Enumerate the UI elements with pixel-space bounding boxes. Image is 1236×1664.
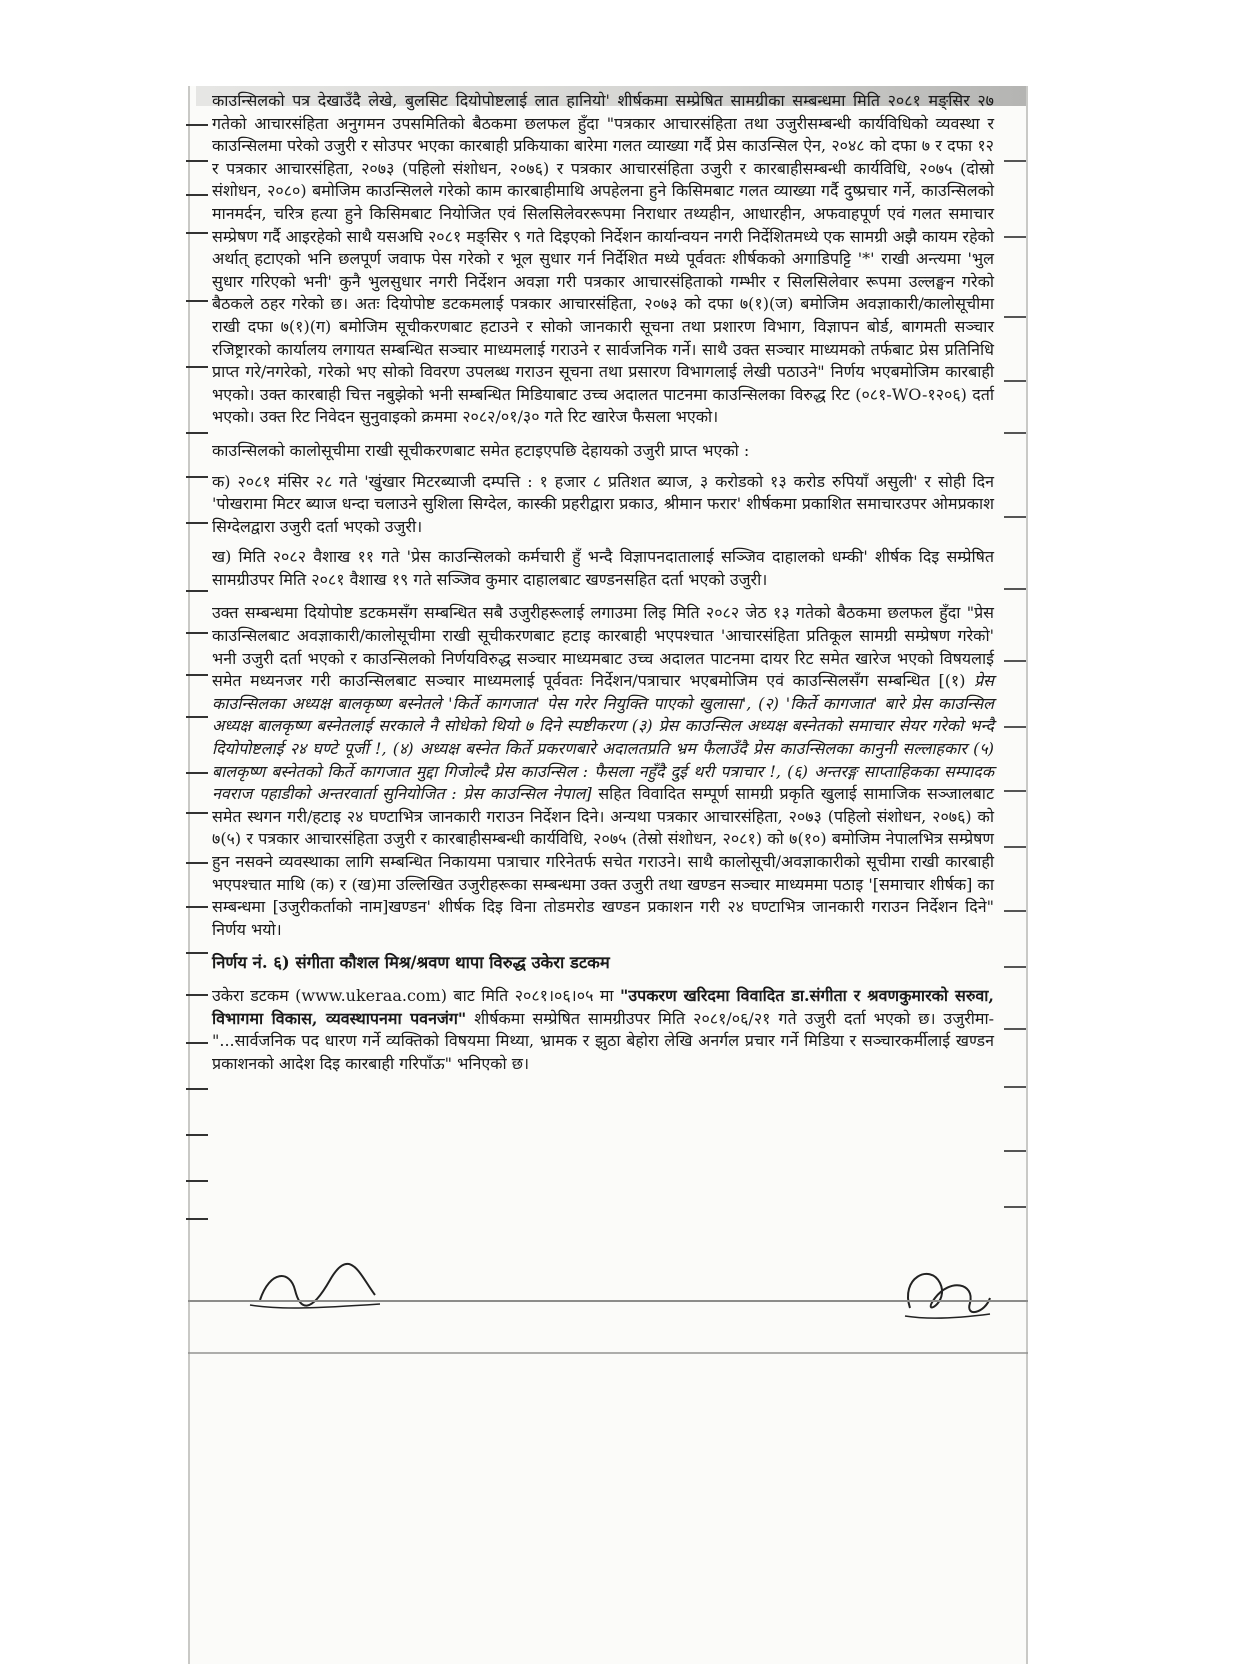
- decision-6-heading: निर्णय नं. ६) संगीता कौशल मिश्र/श्रवण थापा विरुद्ध उकेरा डटकम: [212, 953, 610, 973]
- paragraph-complaint-kha: ख) मिति २०८२ वैशाख ११ गते 'प्रेस काउन्सिलको कर्मचारी हुँ भन्दै विज्ञापनदातालाई सञ्जिव दाहालको धम्की' शीर्षक दिइ सम्प्रेषित सामग्रीउपर मिति २०८१ वैशाख १९ गते सञ्जिव कुमार दाहालबाट खण्डनसहित दर्ता भएको उजुरी।: [212, 547, 994, 589]
- right-margin-marks: [1004, 140, 1028, 1230]
- document-body: [212, 90, 994, 1086]
- signature-right: [890, 1258, 1000, 1328]
- scan-line-bottom-2: [188, 1352, 1028, 1354]
- paragraph-council-letter: काउन्सिलको पत्र देखाउँदै लेखे, बुलसिट दियोपोष्टलाई लात हानियो' शीर्षकमा सम्प्रेषित सामग्रीका सम्बन्धमा मिति २०८१ मङ्सिर २७ गतेको आचारसंहिता अनुगमन उपसमितिको बैठकमा छलफल हुँदा "पत्रकार आचारसंहिता तथा उजुरीसम्बन्धी कार्यविधिको व्यवस्था र काउन्सिलमा परेको उजुरी र सोउपर भएका कारबाही प्रकियाका बारेमा गलत व्याख्या गर्दै प्रेस काउन्सिल ऐन, २०४८ को दफा ७ र दफा १२ र पत्रकार आचारसंहिता, २०७३ (पहिलो संशोधन, २०७६) र पत्रकार आचारसंहिता उजुरी र कारबाहीसम्बन्धी कार्यविधि, २०७५ (दोस्रो संशोधन, २०८०) बमोजिम काउन्सिलले गरेको काम कारबाहीमाथि अपहेलना हुने किसिमबाट गलत व्याख्या गर्दै दुष्प्रचार गर्ने, काउन्सिलको मानमर्दन, चरित्र हत्या हुने किसिमबाट नियोजित एवं सिलसिलेवररूपमा निराधार तथ्यहीन, आधारहीन, अफवाहपूर्ण एवं गलत समाचार सम्प्रेषण गर्दै आइरहेको साथै यसअघि २०८१ मङ्सिर ९ गते दिइएको निर्देशन कार्यान्वयन नगरी निर्देशितमध्ये एक सामग्री अझै कायम रहेको अर्थात् हटाएको भनि छलपूर्ण जवाफ पेस गरेको र भूल सुधार गर्न निर्देशित मध्ये पूर्ववतः शीर्षकको अगाडिपट्टि '*' राखी अन्त्यमा 'भुल सुधार गरिएको भनी' कुनै भुलसुधार नगरी निर्देशन अवज्ञा गरी पत्रकार आचारसंहिताको गम्भीर र सिलसिलेवार रूपमा उल्लङ्घन गरेको बैठकले ठहर गरेको छ। अतः दियोपोष्ट डटकमलाई पत्रकार आचारसंहिता, २०७३ को दफा ७(१)(ज) बमोजिम अवज्ञाकारी/कालोसूचीमा राखी दफा ७(१)(ग) बमोजिम सूचीकरणबाट हटाउने र सोको जानकारी सूचना तथा प्रशारण विभाग, विज्ञापन बोर्ड, बागमती सञ्चार रजिष्ट्रारको कार्यालय लगायत सम्बन्धित सञ्चार माध्यमलाई गराउने र सार्वजनिक गर्ने। साथै उक्त सञ्चार माध्यमको तर्फबाट प्रेस प्रतिनिधि प्राप्त गरे/नगरेको, गरेको भए सोको विवरण उपलब्ध गराउन सूचना तथा प्रसारण विभागलाई लेखी पठाउने" निर्णय भएबमोजिम कारबाही भएको। उक्त कारबाही चित्त नबुझेको भनी सम्बन्धित मिडियाबाट उच्च अदालत पाटनमा काउन्सिलका विरुद्ध रिट (०८१-WO-१२०६) दर्ता भएको। उक्त रिट निवेदन सुनुवाइको क्रममा २०८२/०१/३० गते रिट खारेज फैसला भएको।: [212, 91, 994, 427]
- scan-line-bottom-1: [188, 1300, 1028, 1302]
- paragraph-complaints-intro: काउन्सिलको कालोसूचीमा राखी सूचीकरणबाट समेत हटाइएपछि देहायको उजुरी प्राप्त भएको :: [212, 440, 750, 460]
- ukeraa-article-title: "उपकरण खरिदमा विवादित डा.संगीता र श्रवणकुमारको सरुवा, विभागमा विकास, व्यवस्थापनमा पवनजंग": [212, 985, 994, 1028]
- decision-text-start: उक्त सम्बन्धमा दियोपोष्ट डटकमसँग सम्बन्धित सबै उजुरीहरूलाई लगाउमा लिइ मिति २०८२ जेठ १३ गतेको बैठकमा छलफल हुँदा "प्रेस काउन्सिलबाट अवज्ञाकारी/कालोसूचीमा राखी सूचीकरणबाट हटाइ कारबाही भएपश्चात 'आचारसंहिता प्रतिकूल सामग्री सम्प्रेषण गरेको' भनी उजुरी दर्ता भएको र काउन्सिलको निर्णयविरुद्ध सञ्चार माध्यमबाट उच्च अदालत पाटनमा दायर रिट समेत खारेज भएको विषयलाई समेत मध्यनजर गरी काउन्सिलबाट सञ्चार माध्यमलाई पूर्ववतः निर्देशन/पत्राचार भएबमोजिम एवं काउन्सिलसँग सम्बन्धित [(१): [212, 603, 994, 691]
- paragraph-complaint-ka: क) २०८१ मंसिर २८ गते 'खुंखार मिटरब्याजी दम्पत्ति : १ हजार ८ प्रतिशत ब्याज, ३ करोडको १३ करोड रुपियाँ असुली' र सोही दिन 'पोखरामा मिटर ब्याज धन्दा चलाउने सुशिला सिग्देल, कास्की प्रहरीद्वारा प्रकाउ, श्रीमान फरार' शीर्षकमा प्रकाशित समाचारउपर ओमप्रकाश सिग्देलद्वारा उजुरी दर्ता भएको उजुरी।: [212, 471, 994, 536]
- left-margin-marks: [186, 110, 212, 1230]
- ukeraa-text-end: शीर्षकमा सम्प्रेषित सामग्रीउपर मिति २०८१/०६/२१ गते उजुरी दर्ता भएको छ। उजुरीमा-"...सार्वजनिक पद धारण गर्ने व्यक्तिको विषयमा मिथ्या, भ्रामक र झुठा बेहोरा लेखि अनर्गल प्रचार गर्ने मिडिया र सञ्चारकर्मीलाई खण्डन प्रकाशनको आदेश दिइ कारबाही गरिपाँऊ" भनिएको छ।: [212, 1008, 995, 1073]
- ukeraa-text-start: उकेरा डटकम (www.ukeraa.com) बाट मिति २०८१।०६।०५ मा: [212, 985, 621, 1005]
- disputed-titles-list: प्रेस काउन्सिलका अध्यक्ष बालकृष्ण बस्नेतले 'किर्ते कागजात' पेस गरेर नियुक्ति पाएको खुलासा', (२) 'किर्ते कागजात' बारे प्रेस काउन्सिल अध्यक्ष बालकृष्ण बस्नेतलाई सरकाले नै सोधेको थियो ७ दिने स्पष्टीकरण (३) प्रेस काउन्सिल अध्यक्ष बस्नेतको समाचार सेयर गरेको भन्दै दियोपोष्टलाई २४ घण्टे पूर्जी !, (४) अध्यक्ष बस्नेत किर्ते प्रकरणबारे अदालतप्रति भ्रम फैलाउँदै प्रेस काउन्सिलका कानुनी सल्लाहकार (५) बालकृष्ण बस्नेतको किर्ते कागजात मुद्दा गिजोल्दै प्रेस काउन्सिल : फैसला नहुँदै दुई थरी पत्राचार !, (६) अन्तरङ्ग साप्ताहिकका सम्पादक नवराज पहाडीको अन्तरवार्ता सुनियोजित : प्रेस काउन्सिल नेपाल]: [212, 671, 994, 804]
- signature-left: [240, 1260, 390, 1320]
- paragraph-meeting-decision: [212, 602, 994, 941]
- paragraph-ukeraa-complaint: [212, 985, 994, 1075]
- decision-text-end: सहित विवादित सम्पूर्ण सामग्री प्रकृति खुलाई सामाजिक सञ्जालबाट समेत स्थगन गरी/हटाइ २४ घण्टाभित्र जानकारी गराउन निर्देशन दिने। अन्यथा पत्रकार आचारसंहिता, २०७३ (पहिलो संशोधन, २०७६) को ७(५) र पत्रकार आचारसंहिता उजुरी र कारबाहीसम्बन्धी कार्यविधि, २०७५ (तेस्रो संशोधन, २०८१) को ७(१०) बमोजिम नेपालभित्र सम्प्रेषण हुन नसक्ने व्यवस्थाका लागि सम्बन्धित निकायमा पत्राचार गरिनेतर्फ सचेत गराउने। साथै कालोसूची/अवज्ञाकारीको सूचीमा राखी कारबाही भएपश्चात माथि (क) र (ख)मा उल्लिखित उजुरीहरूका सम्बन्धमा उक्त उजुरी तथा खण्डन सञ्चार माध्यममा पठाइ '[समाचार शीर्षक] का सम्बन्धमा [उजुरीकर्ताको नाम]खण्डन' शीर्षक दिइ विना तोडमरोड खण्डन प्रकाशन गरी २४ घण्टाभित्र जानकारी गराउन निर्देशन दिने" निर्णय भयो।: [212, 784, 995, 939]
